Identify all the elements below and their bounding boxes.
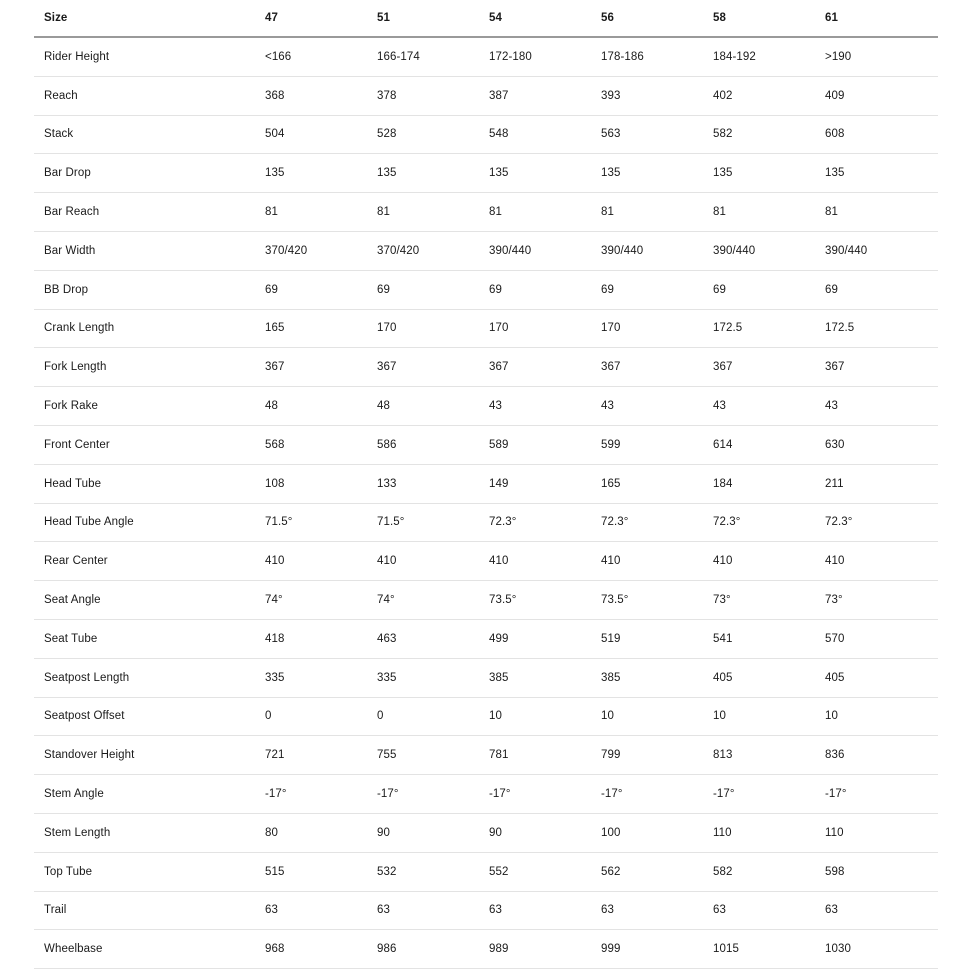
table-cell: 390/440 [825,244,868,257]
table-cell: 836 [825,749,845,762]
table-cell: 69 [377,283,390,296]
table-cell: 108 [265,477,285,490]
table-cell: 10 [825,710,838,723]
table-row [34,698,938,737]
row-label: Wheelbase [44,943,103,956]
table-cell: 170 [489,322,509,335]
table-cell: <166 [265,50,292,63]
row-label: Standover Height [44,749,135,762]
table-cell: 409 [825,89,845,102]
table-cell: 568 [265,438,285,451]
table-cell: 135 [713,167,733,180]
table-cell: 598 [825,865,845,878]
table-cell: 367 [825,361,845,374]
table-cell: 72.3° [713,516,741,529]
table-cell: 69 [265,283,278,296]
table-cell: 172.5 [713,322,743,335]
table-cell: 614 [713,438,733,451]
table-cell: 135 [601,167,621,180]
table-cell: 599 [601,438,621,451]
table-row [34,348,938,387]
table-cell: 69 [825,283,838,296]
table-cell: 81 [601,206,614,219]
table-cell: 43 [825,400,838,413]
header-size-58: 58 [713,12,726,24]
table-row [34,736,938,775]
header-size-label: Size [44,12,68,24]
table-cell: 999 [601,943,621,956]
table-cell: 135 [489,167,509,180]
row-label: Head Tube [44,477,102,490]
row-label: Rider Height [44,50,110,63]
table-cell: 989 [489,943,509,956]
table-cell: -17° [489,788,511,801]
table-row [34,193,938,232]
table-cell: 582 [713,865,733,878]
table-cell: 390/440 [713,244,756,257]
table-cell: 43 [489,400,502,413]
header-size-56: 56 [601,12,614,24]
row-label: Crank Length [44,322,115,335]
table-cell: -17° [377,788,399,801]
header-size-51: 51 [377,12,390,24]
table-cell: 586 [377,438,397,451]
table-row [34,930,938,969]
table-cell: 110 [713,826,732,839]
row-label: Reach [44,89,78,102]
table-cell: 755 [377,749,397,762]
table-cell: 81 [377,206,390,219]
table-cell: 370/420 [377,244,420,257]
table-cell: 81 [713,206,726,219]
table-cell: 799 [601,749,621,762]
row-label: Top Tube [44,865,93,878]
row-label: Stem Angle [44,788,104,801]
table-row [34,853,938,892]
table-cell: 582 [713,128,733,141]
table-cell: 367 [265,361,285,374]
table-cell: 135 [377,167,397,180]
table-cell: 563 [601,128,621,141]
table-row [34,116,938,155]
table-cell: 149 [489,477,509,490]
table-cell: 387 [489,89,509,102]
row-label: Stack [44,128,74,141]
header-size-47: 47 [265,12,278,24]
table-cell: 410 [377,555,397,568]
row-label: Seat Tube [44,632,98,645]
table-cell: 170 [601,322,621,335]
row-label: Front Center [44,438,110,451]
table-body [34,38,938,969]
row-label: Bar Drop [44,167,91,180]
table-cell: 721 [265,749,285,762]
table-cell: 504 [265,128,285,141]
row-label: Seatpost Length [44,671,130,684]
table-cell: 367 [713,361,733,374]
table-cell: 135 [265,167,285,180]
table-cell: 519 [601,632,621,645]
table-row [34,387,938,426]
table-cell: 367 [601,361,621,374]
table-row [34,620,938,659]
row-label: Fork Rake [44,400,98,413]
table-cell: 0 [377,710,384,723]
row-label: Trail [44,904,67,917]
row-label: Head Tube Angle [44,516,134,529]
table-cell: 81 [825,206,838,219]
table-cell: 570 [825,632,845,645]
row-label: Seat Angle [44,594,101,607]
table-cell: 48 [377,400,390,413]
table-cell: 172.5 [825,322,855,335]
table-cell: 10 [713,710,726,723]
table-cell: 589 [489,438,509,451]
table-cell: 63 [377,904,390,917]
row-label: Bar Width [44,244,96,257]
table-cell: 166-174 [377,50,420,63]
table-cell: 69 [713,283,726,296]
table-header-row [34,0,938,38]
table-cell: 184-192 [713,50,756,63]
table-cell: 184 [713,477,733,490]
table-cell: 335 [377,671,397,684]
table-row [34,775,938,814]
table-cell: 172-180 [489,50,532,63]
table-cell: 110 [825,826,844,839]
table-row [34,814,938,853]
table-cell: 410 [489,555,509,568]
table-cell: 367 [377,361,397,374]
table-cell: -17° [713,788,735,801]
table-cell: 405 [713,671,733,684]
table-cell: 367 [489,361,509,374]
table-row [34,310,938,349]
table-cell: -17° [265,788,287,801]
table-cell: 72.3° [601,516,629,529]
table-cell: 43 [601,400,614,413]
table-cell: 10 [489,710,502,723]
table-cell: 90 [489,826,502,839]
table-cell: 541 [713,632,733,645]
table-cell: 72.3° [825,516,853,529]
table-cell: 63 [713,904,726,917]
table-cell: 968 [265,943,285,956]
table-cell: 63 [265,904,278,917]
table-cell: 385 [489,671,509,684]
table-cell: 463 [377,632,397,645]
table-cell: 74° [265,594,283,607]
table-cell: 170 [377,322,397,335]
table-cell: 608 [825,128,845,141]
table-row [34,38,938,77]
row-label: BB Drop [44,283,89,296]
table-cell: 81 [489,206,502,219]
table-row [34,232,938,271]
table-cell: 813 [713,749,733,762]
table-cell: -17° [601,788,623,801]
table-cell: 133 [377,477,397,490]
table-cell: 43 [713,400,726,413]
table-cell: 552 [489,865,509,878]
table-cell: 986 [377,943,397,956]
table-cell: >190 [825,50,852,63]
row-label: Seatpost Offset [44,710,125,723]
table-cell: 515 [265,865,285,878]
table-cell: 74° [377,594,395,607]
table-cell: 335 [265,671,285,684]
table-cell: 393 [601,89,621,102]
table-cell: 135 [825,167,845,180]
table-cell: 402 [713,89,733,102]
table-cell: 69 [489,283,502,296]
table-cell: 385 [601,671,621,684]
table-cell: 63 [601,904,614,917]
table-cell: 165 [601,477,621,490]
table-cell: 90 [377,826,390,839]
table-cell: 63 [825,904,838,917]
table-cell: 69 [601,283,614,296]
table-row [34,465,938,504]
table-cell: 630 [825,438,845,451]
header-size-54: 54 [489,12,502,24]
table-cell: 0 [265,710,272,723]
table-cell: 405 [825,671,845,684]
table-cell: 73.5° [489,594,517,607]
table-cell: 410 [601,555,621,568]
table-cell: 211 [825,477,844,490]
table-cell: 178-186 [601,50,644,63]
table-cell: 48 [265,400,278,413]
table-row [34,581,938,620]
table-cell: 370/420 [265,244,308,257]
row-label: Bar Reach [44,206,100,219]
table-row [34,77,938,116]
table-cell: 1030 [825,943,851,956]
table-cell: 73.5° [601,594,629,607]
table-row [34,892,938,931]
table-cell: 368 [265,89,285,102]
table-cell: 81 [265,206,278,219]
table-cell: 71.5° [265,516,293,529]
header-size-61: 61 [825,12,838,24]
table-cell: 165 [265,322,285,335]
table-cell: 378 [377,89,397,102]
table-row [34,542,938,581]
table-cell: 562 [601,865,621,878]
geometry-table [34,0,938,969]
table-row [34,426,938,465]
table-cell: 73° [825,594,843,607]
table-cell: 80 [265,826,278,839]
table-cell: 781 [489,749,509,762]
table-cell: 63 [489,904,502,917]
table-cell: 418 [265,632,285,645]
table-cell: 532 [377,865,397,878]
table-cell: 10 [601,710,614,723]
table-cell: 390/440 [601,244,644,257]
table-cell: 71.5° [377,516,405,529]
table-cell: 1015 [713,943,739,956]
table-row [34,504,938,543]
table-cell: 410 [265,555,285,568]
table-cell: 390/440 [489,244,532,257]
table-cell: 548 [489,128,509,141]
table-row [34,154,938,193]
row-label: Stem Length [44,826,111,839]
table-cell: 72.3° [489,516,517,529]
table-cell: 73° [713,594,731,607]
table-cell: 410 [713,555,733,568]
table-cell: -17° [825,788,847,801]
table-cell: 410 [825,555,845,568]
row-label: Fork Length [44,361,107,374]
row-label: Rear Center [44,555,108,568]
table-row [34,659,938,698]
table-cell: 100 [601,826,621,839]
table-row [34,271,938,310]
table-cell: 499 [489,632,509,645]
table-cell: 528 [377,128,397,141]
